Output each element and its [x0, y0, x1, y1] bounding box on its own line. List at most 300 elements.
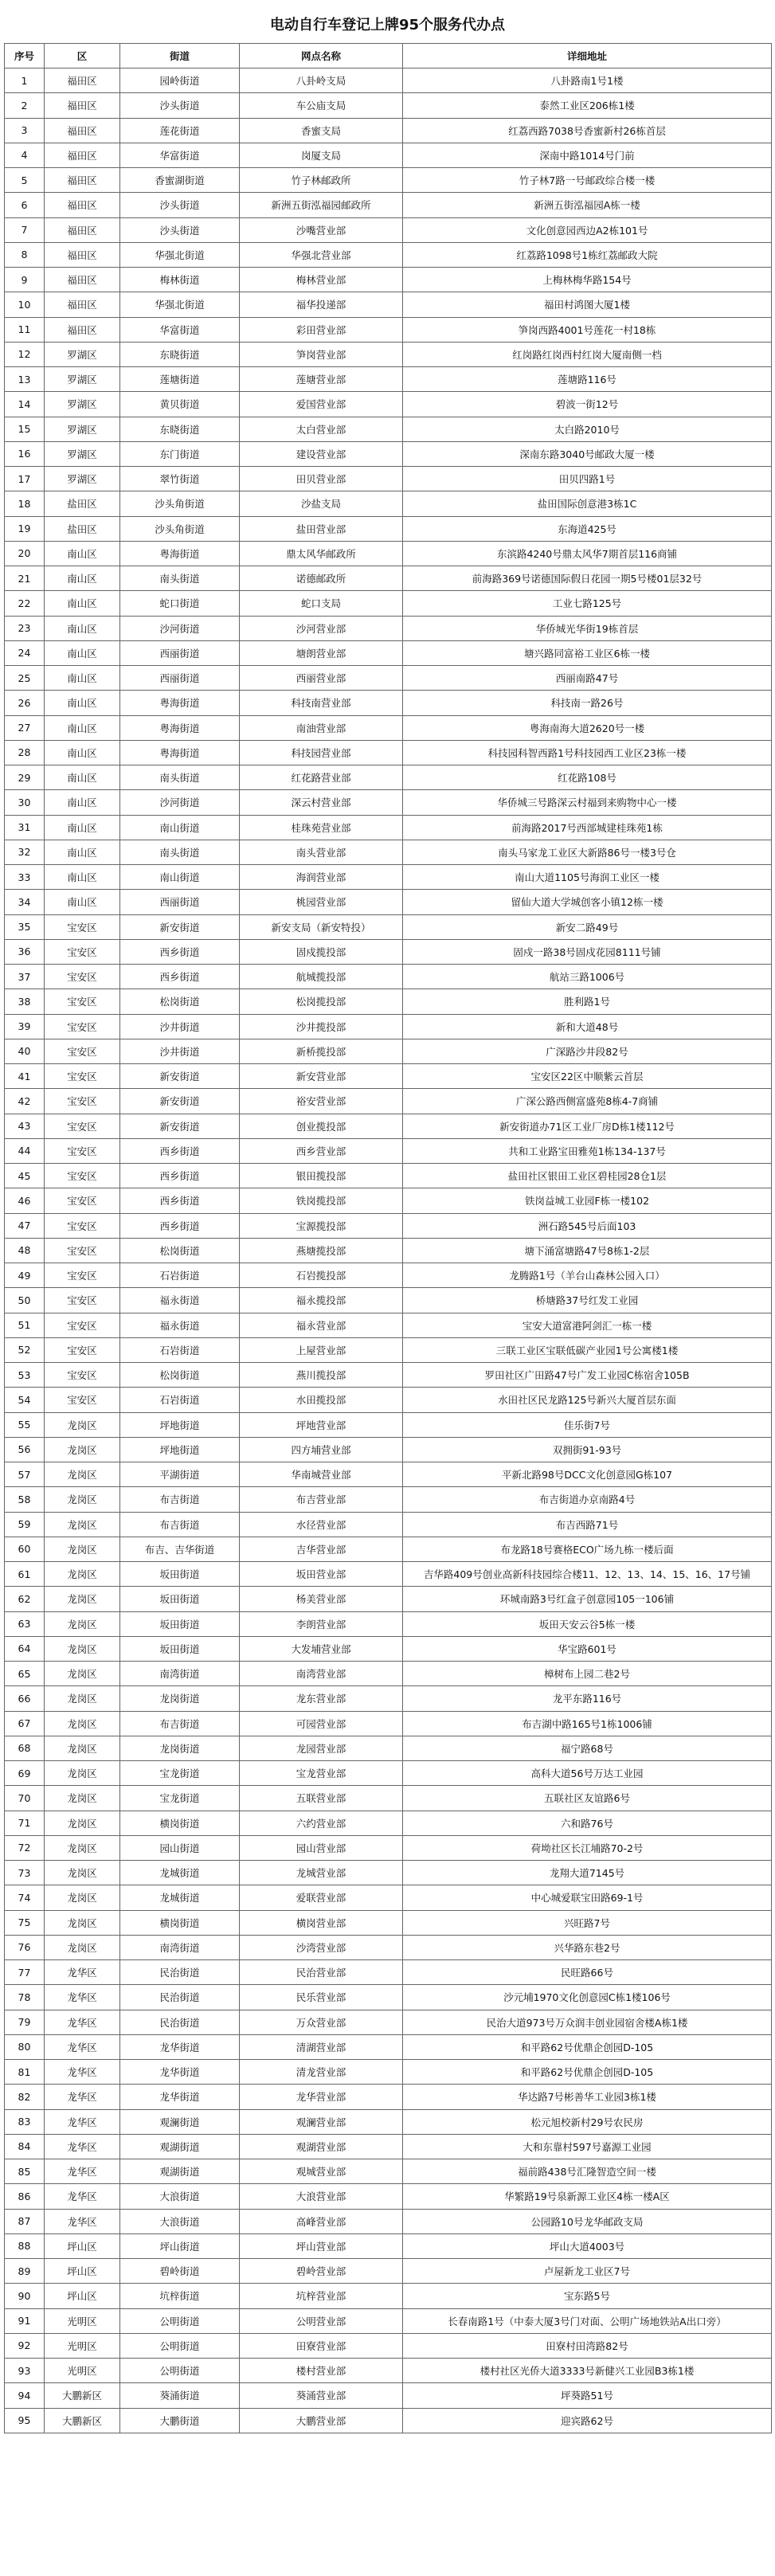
row-address: 樟树布上园二巷2号 [403, 1662, 772, 1686]
table-row [5, 1662, 772, 1686]
row-service-point: 科技园营业部 [240, 740, 403, 765]
row-street: 西丽街道 [120, 640, 240, 665]
row-street: 石岩街道 [120, 1337, 240, 1362]
row-address: 华达路7号彬善华工业园3栋1楼 [403, 2085, 772, 2109]
row-index: 1 [5, 69, 45, 93]
row-address: 前海路2017号西部城建桂珠苑1栋 [403, 815, 772, 840]
row-address: 田贝四路1号 [403, 467, 772, 491]
row-district: 罗湖区 [45, 342, 120, 366]
table-row [5, 2134, 772, 2159]
row-service-point: 可园营业部 [240, 1711, 403, 1736]
table-row [5, 865, 772, 890]
row-address: 胜利路1号 [403, 989, 772, 1014]
row-street: 宝龙街道 [120, 1786, 240, 1811]
table-row [5, 2109, 772, 2134]
row-address: 布吉街道办京南路4号 [403, 1487, 772, 1512]
row-street: 东晓街道 [120, 342, 240, 366]
row-index: 56 [5, 1437, 45, 1462]
table-row [5, 1487, 772, 1512]
row-street: 粤海街道 [120, 691, 240, 715]
row-index: 11 [5, 317, 45, 342]
row-address: 新安二路49号 [403, 914, 772, 939]
row-service-point: 松岗揽投部 [240, 989, 403, 1014]
row-address: 前海路369号诺德国际假日花园一期5号楼01层32号 [403, 566, 772, 591]
row-district: 龙华区 [45, 2109, 120, 2134]
row-street: 龙岗街道 [120, 1686, 240, 1711]
row-service-point: 深云村营业部 [240, 790, 403, 815]
row-service-point: 福永营业部 [240, 1313, 403, 1337]
row-address: 兴华路东巷2号 [403, 1935, 772, 1959]
row-district: 罗湖区 [45, 392, 120, 417]
row-address: 长春南路1号（中泰大厦3号门对面、公明广场地铁站A出口旁） [403, 2308, 772, 2333]
row-service-point: 桃园营业部 [240, 890, 403, 914]
row-street: 龙岗街道 [120, 1736, 240, 1760]
table-row [5, 989, 772, 1014]
row-index: 21 [5, 566, 45, 591]
row-index: 30 [5, 790, 45, 815]
row-street: 松岗街道 [120, 1238, 240, 1263]
row-street: 粤海街道 [120, 541, 240, 566]
row-address: 大和东靠村597号嘉源工业园 [403, 2134, 772, 2159]
row-district: 龙华区 [45, 2209, 120, 2233]
row-district: 龙岗区 [45, 1811, 120, 1835]
row-address: 龙翔大道7145号 [403, 1861, 772, 1885]
table-row [5, 2060, 772, 2085]
row-district: 南山区 [45, 640, 120, 665]
table-row [5, 2408, 772, 2433]
row-service-point: 竹子林邮政所 [240, 168, 403, 193]
row-index: 86 [5, 2184, 45, 2209]
row-index: 53 [5, 1363, 45, 1388]
row-street: 坪地街道 [120, 1412, 240, 1437]
row-address: 塘兴路同富裕工业区6栋一楼 [403, 640, 772, 665]
row-address: 迎宾路62号 [403, 2408, 772, 2433]
table-row [5, 2333, 772, 2358]
row-service-point: 四方埔营业部 [240, 1437, 403, 1462]
table-row [5, 1138, 772, 1163]
row-address: 环城南路3号红盒子创意园105一106铺 [403, 1587, 772, 1611]
header-district: 区 [45, 44, 120, 69]
table-row [5, 965, 772, 989]
row-district: 龙岗区 [45, 1686, 120, 1711]
row-street: 坪地街道 [120, 1437, 240, 1462]
row-index: 6 [5, 193, 45, 217]
row-address: 东滨路4240号鼎太风华7期首层116商铺 [403, 541, 772, 566]
row-index: 29 [5, 765, 45, 790]
row-index: 95 [5, 2408, 45, 2433]
table-row [5, 1188, 772, 1213]
row-street: 沙头角街道 [120, 516, 240, 541]
table-row [5, 69, 772, 93]
row-service-point: 葵涌营业部 [240, 2383, 403, 2408]
row-address: 福宁路68号 [403, 1736, 772, 1760]
row-service-point: 太白营业部 [240, 417, 403, 441]
row-address: 粤海南海大道2620号一楼 [403, 715, 772, 740]
row-service-point: 沙湾营业部 [240, 1935, 403, 1959]
row-service-point: 南头营业部 [240, 840, 403, 864]
row-index: 39 [5, 1014, 45, 1039]
row-street: 坂田街道 [120, 1562, 240, 1587]
row-district: 福田区 [45, 168, 120, 193]
row-district: 宝安区 [45, 1014, 120, 1039]
row-index: 48 [5, 1238, 45, 1263]
row-district: 宝安区 [45, 1238, 120, 1263]
row-district: 龙岗区 [45, 1462, 120, 1487]
row-district: 宝安区 [45, 1138, 120, 1163]
row-district: 宝安区 [45, 1064, 120, 1089]
table-row [5, 1313, 772, 1337]
row-service-point: 万众营业部 [240, 2010, 403, 2034]
row-district: 南山区 [45, 815, 120, 840]
row-index: 25 [5, 666, 45, 691]
row-address: 塘下涌富塘路47号8栋1-2层 [403, 1238, 772, 1263]
table-row [5, 1089, 772, 1114]
row-street: 龙城街道 [120, 1861, 240, 1885]
row-street: 沙井街道 [120, 1014, 240, 1039]
row-district: 龙岗区 [45, 1611, 120, 1636]
row-street: 碧岭街道 [120, 2259, 240, 2284]
row-street: 大浪街道 [120, 2184, 240, 2209]
table-row [5, 367, 772, 392]
table-row [5, 1861, 772, 1885]
row-street: 南山街道 [120, 865, 240, 890]
row-address: 洲石路545号后面103 [403, 1213, 772, 1238]
row-service-point: 沙井揽投部 [240, 1014, 403, 1039]
row-index: 88 [5, 2233, 45, 2258]
row-address: 沙元埔1970文化创意园C栋1楼106号 [403, 1985, 772, 2010]
row-index: 75 [5, 1910, 45, 1935]
row-address: 高科大道56号万达工业园 [403, 1761, 772, 1786]
table-row [5, 1985, 772, 2010]
table-row [5, 317, 772, 342]
row-street: 布吉街道 [120, 1487, 240, 1512]
row-address: 五联社区友谊路6号 [403, 1786, 772, 1811]
table-row [5, 1014, 772, 1039]
row-street: 坂田街道 [120, 1611, 240, 1636]
row-index: 46 [5, 1188, 45, 1213]
row-street: 南湾街道 [120, 1935, 240, 1959]
row-address: 和平路62号优鼎企创园D-105 [403, 2060, 772, 2085]
row-district: 大鹏新区 [45, 2383, 120, 2408]
row-street: 观湖街道 [120, 2134, 240, 2159]
table-row [5, 392, 772, 417]
table-row [5, 2085, 772, 2109]
row-service-point: 宝源揽投部 [240, 1213, 403, 1238]
row-street: 石岩街道 [120, 1263, 240, 1288]
table-row [5, 1462, 772, 1487]
row-street: 黄贝街道 [120, 392, 240, 417]
row-district: 龙华区 [45, 1960, 120, 1985]
row-district: 龙华区 [45, 2184, 120, 2209]
row-service-point: 笋岗营业部 [240, 342, 403, 366]
table-row [5, 765, 772, 790]
row-address: 笋岗西路4001号莲花一村18栋 [403, 317, 772, 342]
row-address: 华繁路19号泉新源工业区4栋一楼A区 [403, 2184, 772, 2209]
row-index: 37 [5, 965, 45, 989]
row-index: 62 [5, 1587, 45, 1611]
row-district: 南山区 [45, 691, 120, 715]
row-district: 宝安区 [45, 1363, 120, 1388]
row-district: 龙岗区 [45, 1786, 120, 1811]
row-district: 光明区 [45, 2308, 120, 2333]
row-street: 布吉街道 [120, 1512, 240, 1537]
table-row [5, 2359, 772, 2383]
service-points-table [4, 43, 772, 2433]
row-index: 77 [5, 1960, 45, 1985]
header-index: 序号 [5, 44, 45, 69]
table-row [5, 1437, 772, 1462]
table-row [5, 242, 772, 267]
row-district: 龙岗区 [45, 1835, 120, 1860]
row-index: 28 [5, 740, 45, 765]
table-row [5, 1114, 772, 1138]
row-index: 32 [5, 840, 45, 864]
row-street: 西乡街道 [120, 965, 240, 989]
row-district: 宝安区 [45, 1263, 120, 1288]
row-service-point: 大浪营业部 [240, 2184, 403, 2209]
row-address: 科技园科智西路1号科技园西工业区23栋一楼 [403, 740, 772, 765]
row-service-point: 福华投递部 [240, 292, 403, 317]
row-index: 58 [5, 1487, 45, 1512]
row-index: 3 [5, 118, 45, 143]
table-row [5, 1636, 772, 1661]
row-street: 新安街道 [120, 1089, 240, 1114]
row-district: 盐田区 [45, 491, 120, 516]
row-street: 民治街道 [120, 2010, 240, 2034]
row-address: 民旺路66号 [403, 1960, 772, 1985]
row-service-point: 南油营业部 [240, 715, 403, 740]
row-district: 宝安区 [45, 939, 120, 964]
row-service-point: 观湖营业部 [240, 2134, 403, 2159]
row-service-point: 航城揽投部 [240, 965, 403, 989]
row-index: 19 [5, 516, 45, 541]
table-row [5, 217, 772, 242]
row-service-point: 南湾营业部 [240, 1662, 403, 1686]
table-row [5, 1412, 772, 1437]
table-body [5, 69, 772, 2433]
row-street: 宝龙街道 [120, 1761, 240, 1786]
row-service-point: 创业揽投部 [240, 1114, 403, 1138]
row-district: 南山区 [45, 666, 120, 691]
table-row [5, 640, 772, 665]
row-street: 西丽街道 [120, 890, 240, 914]
row-district: 宝安区 [45, 914, 120, 939]
row-index: 71 [5, 1811, 45, 1835]
row-index: 54 [5, 1388, 45, 1412]
row-address: 龙平东路116号 [403, 1686, 772, 1711]
row-index: 24 [5, 640, 45, 665]
row-index: 33 [5, 865, 45, 890]
row-service-point: 高峰营业部 [240, 2209, 403, 2233]
row-address: 工业七路125号 [403, 591, 772, 616]
row-street: 南湾街道 [120, 1662, 240, 1686]
row-street: 华强北街道 [120, 292, 240, 317]
row-street: 沙井街道 [120, 1039, 240, 1063]
table-row [5, 1363, 772, 1388]
row-district: 龙岗区 [45, 1562, 120, 1587]
row-index: 65 [5, 1662, 45, 1686]
table-row [5, 491, 772, 516]
table-row [5, 691, 772, 715]
row-district: 福田区 [45, 118, 120, 143]
row-street: 横岗街道 [120, 1811, 240, 1835]
row-service-point: 福永揽投部 [240, 1288, 403, 1313]
row-street: 园岭街道 [120, 69, 240, 93]
row-district: 福田区 [45, 242, 120, 267]
table-row [5, 2159, 772, 2184]
row-service-point: 大鹏营业部 [240, 2408, 403, 2433]
row-index: 2 [5, 93, 45, 118]
row-index: 40 [5, 1039, 45, 1063]
row-address: 卢屋新龙工业区7号 [403, 2259, 772, 2284]
row-street: 新安街道 [120, 1064, 240, 1089]
row-address: 新和大道48号 [403, 1014, 772, 1039]
table-row [5, 2383, 772, 2408]
row-street: 大鹏街道 [120, 2408, 240, 2433]
header-address: 详细地址 [403, 44, 772, 69]
row-service-point: 铁岗揽投部 [240, 1188, 403, 1213]
row-district: 罗湖区 [45, 467, 120, 491]
row-service-point: 沙嘴营业部 [240, 217, 403, 242]
row-index: 8 [5, 242, 45, 267]
row-service-point: 八卦岭支局 [240, 69, 403, 93]
table-row [5, 815, 772, 840]
row-index: 76 [5, 1935, 45, 1959]
row-index: 82 [5, 2085, 45, 2109]
row-street: 园山街道 [120, 1835, 240, 1860]
row-address: 坂田天安云谷5栋一楼 [403, 1611, 772, 1636]
row-address: 盐田国际创意港3栋1C [403, 491, 772, 516]
row-address: 广深路沙井段82号 [403, 1039, 772, 1063]
row-service-point: 沙河营业部 [240, 616, 403, 640]
row-index: 89 [5, 2259, 45, 2284]
row-district: 罗湖区 [45, 441, 120, 466]
row-index: 85 [5, 2159, 45, 2184]
row-service-point: 盐田营业部 [240, 516, 403, 541]
row-street: 布吉、吉华街道 [120, 1537, 240, 1561]
table-row [5, 417, 772, 441]
row-service-point: 鼎太风华邮政所 [240, 541, 403, 566]
table-row [5, 2010, 772, 2034]
row-address: 南山大道1105号海润工业区一楼 [403, 865, 772, 890]
row-address: 田寮村田湾路82号 [403, 2333, 772, 2358]
row-street: 蛇口街道 [120, 591, 240, 616]
table-row [5, 1537, 772, 1561]
row-district: 南山区 [45, 890, 120, 914]
row-street: 华富街道 [120, 143, 240, 167]
row-street: 华富街道 [120, 317, 240, 342]
row-index: 92 [5, 2333, 45, 2358]
table-row [5, 1736, 772, 1760]
row-service-point: 宝龙营业部 [240, 1761, 403, 1786]
row-address: 宝安大道富港阿剑汇一栋一楼 [403, 1313, 772, 1337]
row-index: 73 [5, 1861, 45, 1885]
row-district: 龙岗区 [45, 1636, 120, 1661]
row-address: 留仙大道大学城创客小镇12栋一楼 [403, 890, 772, 914]
row-street: 沙河街道 [120, 790, 240, 815]
row-service-point: 莲塘营业部 [240, 367, 403, 392]
row-index: 79 [5, 2010, 45, 2034]
row-address: 公园路10号龙华邮政支局 [403, 2209, 772, 2233]
row-service-point: 沙盐支局 [240, 491, 403, 516]
table-row [5, 591, 772, 616]
row-street: 坑梓街道 [120, 2284, 240, 2308]
row-index: 38 [5, 989, 45, 1014]
row-district: 龙岗区 [45, 1587, 120, 1611]
row-address: 龙腾路1号（羊台山森林公园入口） [403, 1263, 772, 1288]
table-row [5, 1288, 772, 1313]
row-street: 梅林街道 [120, 268, 240, 292]
row-index: 17 [5, 467, 45, 491]
row-street: 东晓街道 [120, 417, 240, 441]
row-street: 沙头街道 [120, 217, 240, 242]
table-row [5, 118, 772, 143]
table-row [5, 441, 772, 466]
row-service-point: 大发埔营业部 [240, 1636, 403, 1661]
row-index: 72 [5, 1835, 45, 1860]
row-address: 布吉湖中路165号1栋1006铺 [403, 1711, 772, 1736]
row-street: 香蜜湖街道 [120, 168, 240, 193]
row-district: 南山区 [45, 591, 120, 616]
row-service-point: 裕安营业部 [240, 1089, 403, 1114]
row-district: 龙岗区 [45, 1537, 120, 1561]
row-district: 宝安区 [45, 1337, 120, 1362]
row-service-point: 水田揽投部 [240, 1388, 403, 1412]
row-service-point: 坂田营业部 [240, 1562, 403, 1587]
row-index: 20 [5, 541, 45, 566]
row-street: 公明街道 [120, 2359, 240, 2383]
table-row [5, 2184, 772, 2209]
row-street: 东门街道 [120, 441, 240, 466]
row-street: 西乡街道 [120, 939, 240, 964]
row-address: 坪山大道4003号 [403, 2233, 772, 2258]
header-street: 街道 [120, 44, 240, 69]
row-address: 深南中路1014号门前 [403, 143, 772, 167]
row-index: 9 [5, 268, 45, 292]
row-service-point: 楼村营业部 [240, 2359, 403, 2383]
row-street: 翠竹街道 [120, 467, 240, 491]
table-row [5, 1835, 772, 1860]
row-address: 福前路438号汇隆智造空间一楼 [403, 2159, 772, 2184]
row-service-point: 龙华营业部 [240, 2085, 403, 2109]
row-service-point: 科技南营业部 [240, 691, 403, 715]
table-row [5, 541, 772, 566]
row-street: 坪山街道 [120, 2233, 240, 2258]
row-address: 三联工业区宝联低碳产业园1号公寓楼1楼 [403, 1337, 772, 1362]
row-district: 福田区 [45, 268, 120, 292]
row-district: 龙岗区 [45, 1861, 120, 1885]
row-address: 布吉西路71号 [403, 1512, 772, 1537]
row-service-point: 燕塘揽投部 [240, 1238, 403, 1263]
row-service-point: 五联营业部 [240, 1786, 403, 1811]
row-service-point: 坪地营业部 [240, 1412, 403, 1437]
table-row [5, 1885, 772, 1910]
row-street: 葵涌街道 [120, 2383, 240, 2408]
table-row [5, 790, 772, 815]
row-service-point: 新安营业部 [240, 1064, 403, 1089]
row-index: 36 [5, 939, 45, 964]
row-street: 莲塘街道 [120, 367, 240, 392]
row-district: 南山区 [45, 566, 120, 591]
row-index: 41 [5, 1064, 45, 1089]
row-address: 平新北路98号DCC文化创意园G栋107 [403, 1462, 772, 1487]
row-district: 龙华区 [45, 2134, 120, 2159]
row-service-point: 观城营业部 [240, 2159, 403, 2184]
row-index: 55 [5, 1412, 45, 1437]
row-index: 42 [5, 1089, 45, 1114]
row-index: 90 [5, 2284, 45, 2308]
row-service-point: 诺德邮政所 [240, 566, 403, 591]
